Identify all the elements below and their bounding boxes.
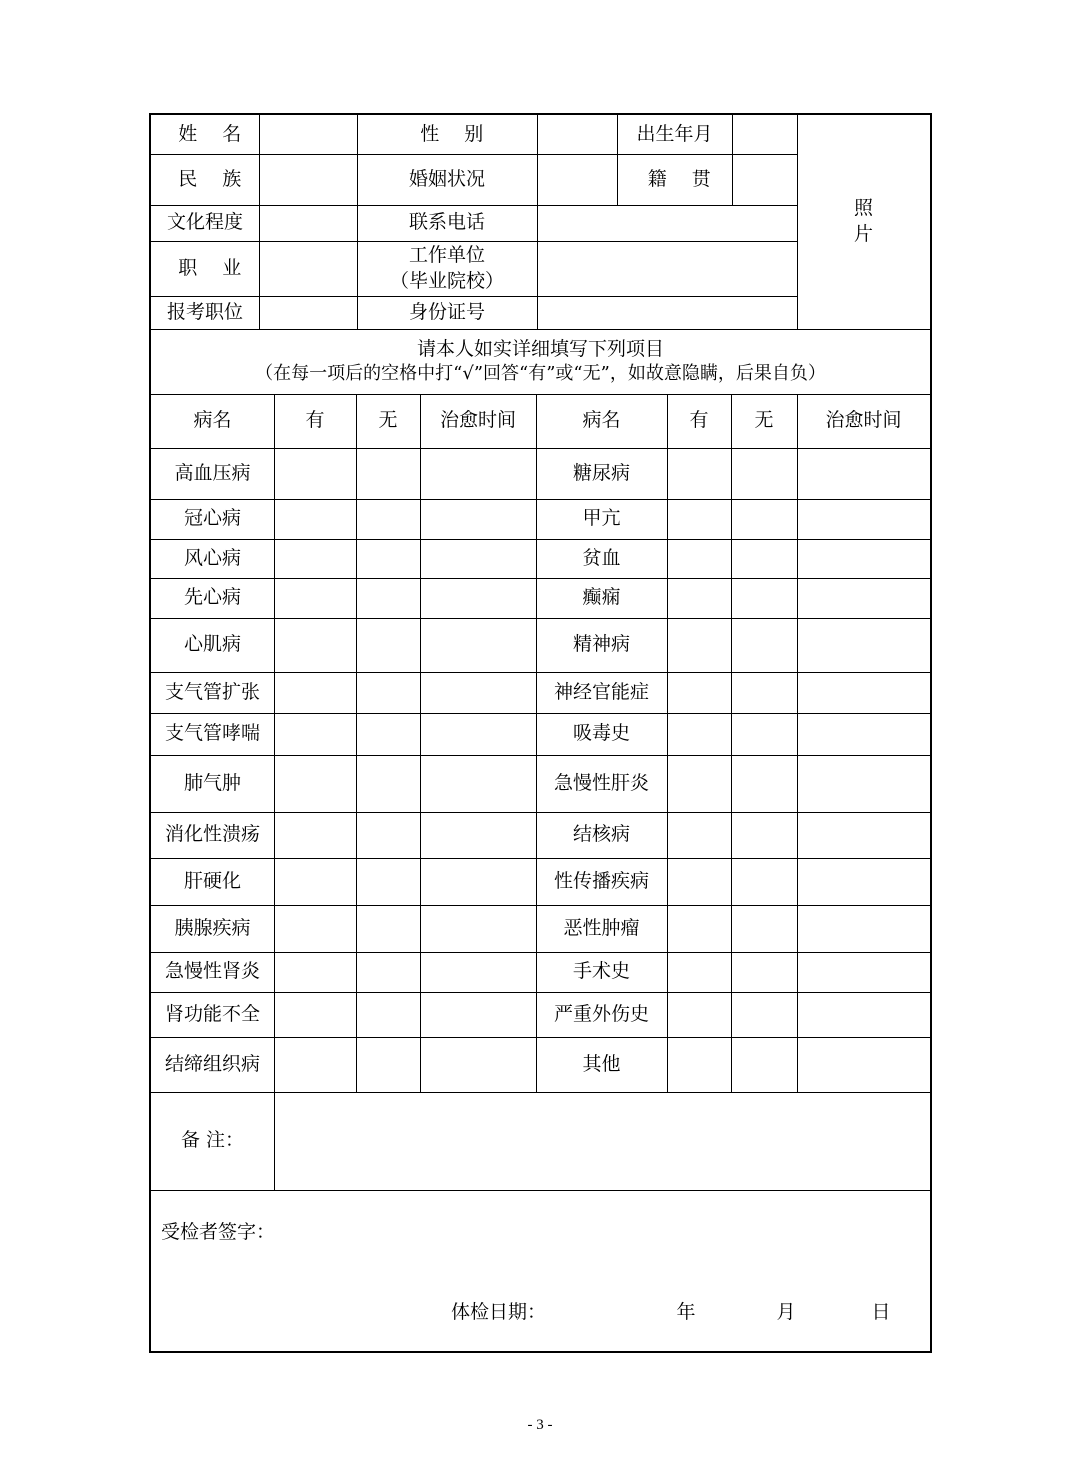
cure-time-cell[interactable] — [797, 858, 930, 905]
yes-cell[interactable] — [667, 578, 731, 618]
section-divider — [151, 1190, 930, 1191]
no-cell[interactable] — [731, 578, 797, 618]
no-cell[interactable] — [731, 755, 797, 812]
cure-time-cell[interactable] — [420, 539, 536, 578]
cure-time-cell[interactable] — [420, 672, 536, 713]
photo-label: 照 — [853, 197, 873, 220]
disease-label: 精神病 — [572, 633, 630, 656]
workplace-label-main: 工作单位 — [408, 243, 485, 266]
native-place-input[interactable] — [732, 154, 797, 205]
cure-time-cell[interactable] — [420, 499, 536, 539]
cure-time-cell[interactable] — [797, 618, 930, 672]
no-cell[interactable] — [356, 992, 420, 1037]
no-cell[interactable] — [731, 858, 797, 905]
disease-label: 贫血 — [582, 546, 621, 569]
cure-time-cell[interactable] — [797, 672, 930, 713]
marital-input[interactable] — [537, 154, 617, 205]
disease-label: 先心病 — [183, 586, 241, 609]
disease-label: 高血压病 — [174, 461, 251, 484]
disease-label: 支气管扩张 — [164, 680, 260, 703]
remarks-label: 备 注： — [180, 1129, 245, 1152]
yes-cell[interactable] — [667, 499, 731, 539]
disease-label: 其他 — [582, 1052, 621, 1075]
header-no: 无 — [378, 409, 398, 432]
disease-label: 支气管哮喘 — [164, 722, 260, 745]
cure-time-cell[interactable] — [420, 618, 536, 672]
header-yes: 有 — [305, 409, 325, 432]
disease-label: 恶性肿瘤 — [563, 916, 640, 939]
yes-cell[interactable] — [667, 992, 731, 1037]
header-no: 无 — [754, 409, 774, 432]
birth-input[interactable] — [732, 115, 797, 154]
yes-cell[interactable] — [667, 618, 731, 672]
disease-label: 肝硬化 — [183, 869, 241, 892]
workplace-label — [357, 241, 537, 296]
yes-cell[interactable] — [667, 448, 731, 499]
no-cell[interactable] — [356, 672, 420, 713]
day-label: 日 — [871, 1301, 891, 1324]
disease-label: 吸毒史 — [572, 722, 630, 745]
yes-cell[interactable] — [667, 713, 731, 755]
disease-label: 消化性溃疡 — [164, 823, 260, 846]
cure-time-cell[interactable] — [797, 448, 930, 499]
ethnicity-input[interactable] — [259, 154, 357, 205]
no-cell[interactable] — [731, 952, 797, 992]
occupation-label: 职 业 — [178, 256, 251, 279]
yes-cell[interactable] — [274, 672, 356, 713]
disease-label: 冠心病 — [183, 507, 241, 530]
cure-time-cell[interactable] — [797, 1037, 930, 1092]
yes-cell[interactable] — [274, 812, 356, 858]
cure-time-cell[interactable] — [797, 713, 930, 755]
photo-label: 片 — [853, 223, 873, 245]
no-cell[interactable] — [356, 858, 420, 905]
yes-cell[interactable] — [667, 539, 731, 578]
yes-cell[interactable] — [274, 713, 356, 755]
no-cell[interactable] — [731, 905, 797, 952]
cure-time-cell[interactable] — [797, 539, 930, 578]
disease-label: 结核病 — [572, 823, 630, 846]
photo-box[interactable] — [797, 115, 930, 329]
yes-cell[interactable] — [274, 578, 356, 618]
workplace-label-sub: （毕业院校） — [389, 269, 504, 292]
no-cell[interactable] — [356, 578, 420, 618]
cure-time-cell[interactable] — [797, 578, 930, 618]
no-cell[interactable] — [356, 539, 420, 578]
yes-cell[interactable] — [274, 539, 356, 578]
cure-time-cell[interactable] — [420, 755, 536, 812]
cure-time-cell[interactable] — [797, 499, 930, 539]
gender-label: 性 别 — [420, 122, 493, 145]
name-label: 姓 名 — [178, 122, 251, 145]
cure-time-cell[interactable] — [420, 905, 536, 952]
no-cell[interactable] — [356, 1037, 420, 1092]
header-disease-name: 病名 — [582, 409, 621, 432]
instructions-note: （在每一项后的空格中打“√”回答“有”或“无”，如故意隐瞒，后果自负） — [255, 363, 826, 385]
no-cell[interactable] — [356, 952, 420, 992]
yes-cell[interactable] — [274, 618, 356, 672]
cure-time-cell[interactable] — [420, 812, 536, 858]
no-cell[interactable] — [731, 713, 797, 755]
disease-label: 急慢性肝炎 — [553, 771, 649, 794]
disease-label: 急慢性肾炎 — [164, 960, 260, 983]
yes-cell[interactable] — [667, 858, 731, 905]
education-label: 文化程度 — [166, 211, 243, 234]
disease-label: 风心病 — [183, 546, 241, 569]
cure-time-cell[interactable] — [420, 448, 536, 499]
cure-time-cell[interactable] — [797, 812, 930, 858]
no-cell[interactable] — [356, 499, 420, 539]
remarks-input[interactable] — [274, 1092, 930, 1190]
cure-time-cell[interactable] — [797, 992, 930, 1037]
disease-label: 肺气肿 — [183, 771, 241, 794]
instructions-title: 请本人如实详细填写下列项目 — [416, 337, 664, 360]
no-cell[interactable] — [731, 448, 797, 499]
disease-label: 手术史 — [572, 960, 630, 983]
marital-label: 婚姻状况 — [408, 167, 485, 190]
disease-label: 结缔组织病 — [164, 1052, 260, 1075]
no-cell[interactable] — [356, 755, 420, 812]
cure-time-cell[interactable] — [797, 905, 930, 952]
yes-cell[interactable] — [667, 905, 731, 952]
yes-cell[interactable] — [274, 992, 356, 1037]
yes-cell[interactable] — [274, 499, 356, 539]
native-place-label: 籍 贯 — [647, 167, 721, 190]
ethnicity-label: 民 族 — [178, 167, 251, 190]
disease-label: 糖尿病 — [572, 461, 630, 484]
signature-input[interactable] — [281, 1205, 651, 1265]
gender-input[interactable] — [537, 115, 617, 154]
education-input[interactable] — [259, 205, 357, 241]
instructions — [151, 329, 930, 394]
disease-label: 肾功能不全 — [164, 1002, 260, 1025]
signature-label: 受检者签字： — [161, 1221, 276, 1244]
no-cell[interactable] — [731, 672, 797, 713]
cure-time-cell[interactable] — [797, 755, 930, 812]
page-number: - 3 - — [527, 1417, 553, 1433]
yes-cell[interactable] — [667, 952, 731, 992]
yes-cell[interactable] — [274, 858, 356, 905]
no-cell[interactable] — [356, 448, 420, 499]
name-input[interactable] — [259, 115, 357, 154]
id-input[interactable] — [537, 296, 797, 329]
no-cell[interactable] — [356, 713, 420, 755]
no-cell[interactable] — [356, 618, 420, 672]
no-cell[interactable] — [731, 1037, 797, 1092]
exam-date-label: 体检日期： — [451, 1301, 547, 1324]
no-cell[interactable] — [356, 812, 420, 858]
header-cure-time: 治愈时间 — [825, 409, 902, 432]
cure-time-cell[interactable] — [420, 992, 536, 1037]
cure-time-cell[interactable] — [420, 713, 536, 755]
header-cure-time: 治愈时间 — [439, 409, 516, 432]
no-cell[interactable] — [356, 905, 420, 952]
yes-cell[interactable] — [667, 755, 731, 812]
yes-cell[interactable] — [274, 1037, 356, 1092]
disease-label: 心肌病 — [183, 633, 241, 656]
phone-label: 联系电话 — [408, 211, 485, 234]
month-label: 月 — [776, 1301, 796, 1324]
cure-time-cell[interactable] — [420, 952, 536, 992]
cure-time-cell[interactable] — [420, 1037, 536, 1092]
phone-input[interactable] — [537, 205, 797, 241]
disease-label: 神经官能症 — [553, 680, 649, 703]
disease-label: 癫痫 — [582, 586, 621, 609]
no-cell[interactable] — [731, 812, 797, 858]
id-label: 身份证号 — [408, 300, 485, 323]
position-label: 报考职位 — [166, 300, 243, 323]
header-yes: 有 — [689, 409, 709, 432]
birth-label: 出生年月 — [636, 122, 713, 145]
disease-label: 严重外伤史 — [553, 1002, 649, 1025]
year-label: 年 — [676, 1301, 696, 1324]
health-form — [149, 113, 932, 1353]
no-cell[interactable] — [731, 618, 797, 672]
yes-cell[interactable] — [667, 812, 731, 858]
cure-time-cell[interactable] — [420, 578, 536, 618]
disease-label: 性传播疾病 — [553, 869, 649, 892]
position-input[interactable] — [259, 296, 357, 329]
cure-time-cell[interactable] — [420, 858, 536, 905]
no-cell[interactable] — [731, 499, 797, 539]
yes-cell[interactable] — [274, 755, 356, 812]
no-cell[interactable] — [731, 539, 797, 578]
header-disease-name: 病名 — [193, 409, 232, 432]
yes-cell[interactable] — [667, 672, 731, 713]
no-cell[interactable] — [731, 992, 797, 1037]
disease-label: 甲亢 — [582, 507, 621, 530]
yes-cell[interactable] — [274, 448, 356, 499]
yes-cell[interactable] — [274, 905, 356, 952]
occupation-input[interactable] — [259, 241, 357, 296]
yes-cell[interactable] — [274, 952, 356, 992]
workplace-input[interactable] — [537, 241, 797, 296]
cure-time-cell[interactable] — [797, 952, 930, 992]
disease-label: 胰腺疾病 — [174, 916, 251, 939]
yes-cell[interactable] — [667, 1037, 731, 1092]
